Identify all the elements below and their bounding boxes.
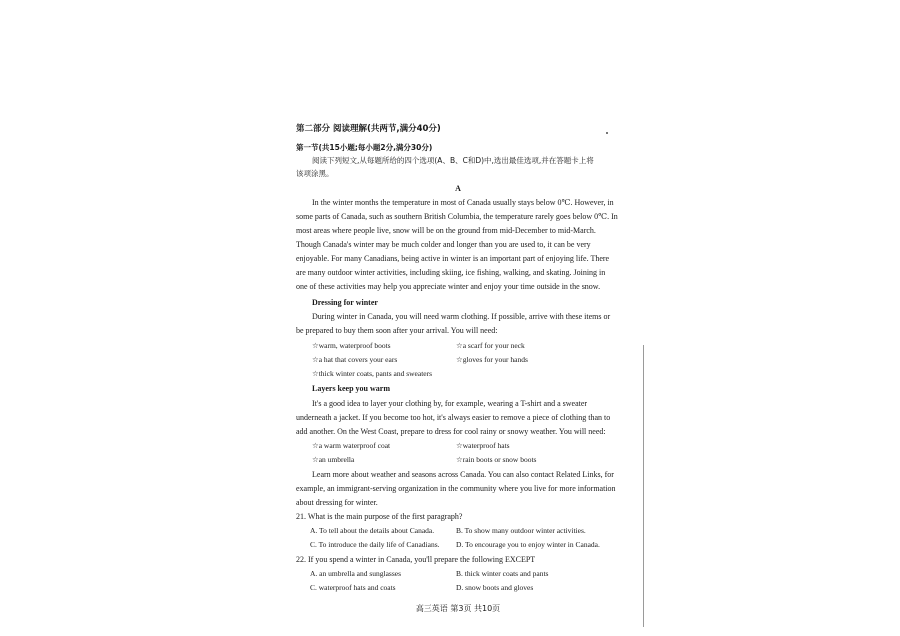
question-21-stem: 21. What is the main purpose of the first paragraph? — [296, 512, 463, 521]
list-2-item: ☆an umbrella — [312, 455, 355, 464]
paragraph-3-line: It's a good idea to layer your clothing by, for example, wearing a T-shirt and a sweater — [312, 399, 588, 408]
question-21-option-c: C. To introduce the daily life of Canadians. — [310, 540, 440, 549]
paragraph-1-line: one of these activities may help you appreciate winter and enjoy your time outside in the snow. — [296, 282, 601, 291]
list-2-item: ☆a warm waterproof coat — [312, 441, 391, 450]
paragraph-4-line: Learn more about weather and seasons across Canada. You can also contact Related Links, for — [312, 470, 614, 479]
question-22-option-a: A. an umbrella and sunglasses — [310, 569, 402, 578]
paragraph-1-line: some parts of Canada, such as southern British Columbia, the temperature rarely goes below 0℃. In — [296, 212, 618, 221]
subsection-title: 第一节(共15小题;每小题2分,满分30分) — [296, 143, 433, 152]
paragraph-1-line: In the winter months the temperature in most of Canada usually stays below 0℃. However, in — [312, 198, 614, 207]
list-1-item: ☆a hat that covers your ears — [312, 355, 398, 364]
list-1-item: ☆gloves for your hands — [456, 355, 528, 364]
question-22-stem: 22. If you spend a winter in Canada, you'll prepare the following EXCEPT — [296, 555, 536, 564]
passage-letter: A — [455, 184, 461, 193]
list-1-item: ☆thick winter coats, pants and sweaters — [312, 369, 433, 378]
paragraph-1-line: most areas where people live, snow will be on the ground from mid-December to mid-March. — [296, 226, 596, 235]
list-2-item: ☆rain boots or snow boots — [456, 455, 537, 464]
list-1-item: ☆warm, waterproof boots — [312, 341, 391, 350]
paragraph-4-line: example, an immigrant-serving organization in the community where you live for more information — [296, 484, 616, 493]
question-22-option-c: C. waterproof hats and coats — [310, 583, 396, 592]
question-22-option-d: D. snow boots and gloves — [456, 583, 534, 592]
question-21-option-a: A. To tell about the details about Canada. — [310, 526, 435, 535]
heading-dressing: Dressing for winter — [312, 298, 378, 307]
page-footer: 高三英语 第3页 共10页 — [415, 604, 501, 613]
question-21-option-b: B. To show many outdoor winter activities. — [456, 526, 586, 535]
instructions-line-2: 该项涂黑。 — [296, 169, 334, 178]
paragraph-2-line: be prepared to buy them soon after your arrival. You will need: — [296, 326, 498, 335]
question-21-option-d: D. To encourage you to enjoy winter in Canada. — [456, 540, 600, 549]
paragraph-4-line: about dressing for winter. — [296, 498, 378, 507]
scan-speck — [606, 132, 608, 134]
paragraph-3-line: underneath a jacket. If you become too hot, it's always easier to remove a piece of clothing than to — [296, 413, 611, 422]
list-1-item: ☆a scarf for your neck — [456, 341, 525, 350]
paragraph-1-line: Though Canada's winter may be much colder and longer than you are used to, it can be very — [296, 240, 591, 249]
question-22-option-b: B. thick winter coats and pants — [456, 569, 549, 578]
scan-edge-line — [643, 345, 644, 627]
section-title: 第二部分 阅读理解(共两节,满分40分) — [296, 124, 441, 134]
paragraph-3-line: add another. On the West Coast, prepare to dress for cool rainy or snowy weather. You will need: — [296, 427, 606, 436]
heading-layers: Layers keep you warm — [312, 384, 390, 393]
paragraph-1-line: are many outdoor winter activities, including skiing, ice fishing, walking, and skating. Joining in — [296, 268, 606, 277]
paragraph-1-line: enjoyable. For many Canadians, being active in winter is an important part of enjoying life. There — [296, 254, 610, 263]
instructions-line-1: 阅读下列短文,从每题所给的四个选项(A、B、C和D)中,选出最佳选项,并在答题卡上将 — [312, 156, 594, 165]
paragraph-2-line: During winter in Canada, you will need warm clothing. If possible, arrive with these items or — [312, 312, 611, 321]
list-2-item: ☆waterproof hats — [456, 441, 510, 450]
